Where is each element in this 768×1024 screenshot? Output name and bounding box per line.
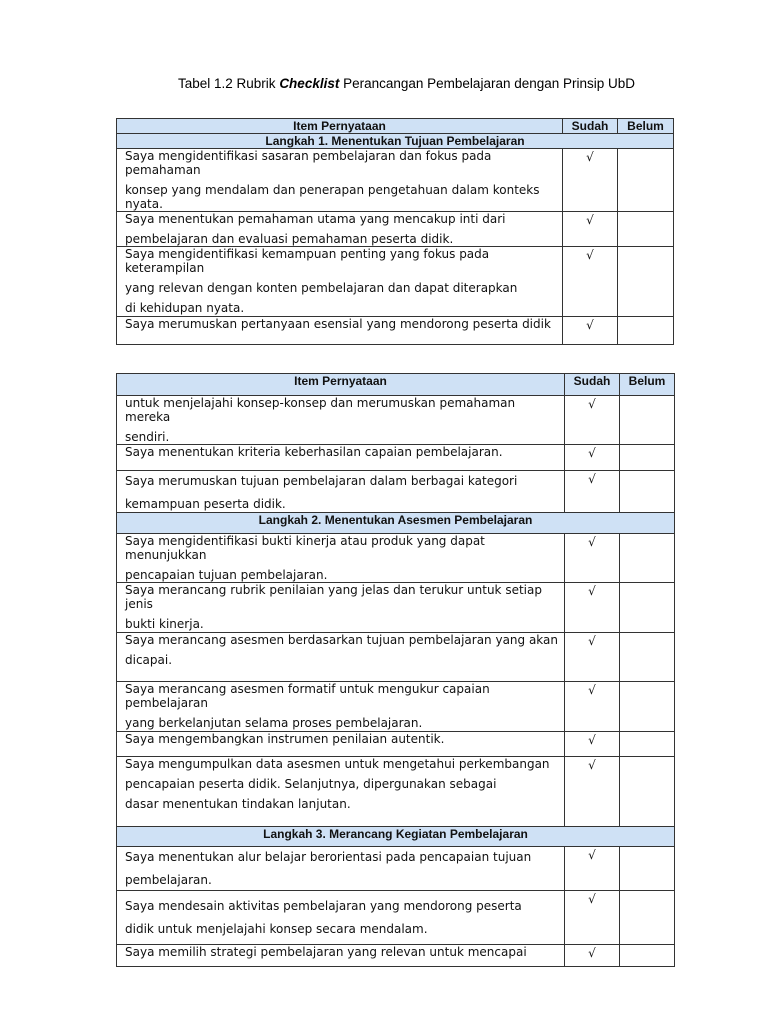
sudah-checkbox[interactable]: √ bbox=[565, 534, 620, 583]
statement-line: Saya mengidentifikasi kemampuan penting yang fokus pada keterampilan bbox=[125, 247, 490, 275]
statement-line: Saya merancang asesmen formatif untuk mengukur capaian pembelajaran bbox=[125, 682, 490, 710]
belum-checkbox[interactable] bbox=[618, 247, 674, 317]
statement-line: yang relevan dengan konten pembelajaran dan dapat diterapkan bbox=[125, 281, 518, 295]
belum-checkbox[interactable] bbox=[620, 471, 675, 513]
table-row bbox=[117, 471, 675, 513]
caption-prefix: Tabel 1.2 Rubrik bbox=[178, 76, 280, 91]
step-row bbox=[117, 134, 674, 149]
statement-line: kemampuan peserta didik. bbox=[125, 497, 286, 511]
step-1-title: Langkah 1. Menentukan Tujuan Pembelajaran bbox=[117, 134, 674, 149]
belum-checkbox[interactable] bbox=[620, 396, 675, 445]
statement-line: Saya mengidentifikasi sasaran pembelajaran dan fokus pada pemahaman bbox=[125, 149, 492, 177]
header-item: Item Pernyataan bbox=[117, 119, 563, 134]
statement-line: Saya mendesain aktivitas pembelajaran yang mendorong peserta bbox=[125, 899, 522, 913]
statement-line: Saya merancang asesmen berdasarkan tujuan pembelajaran yang akan bbox=[125, 633, 559, 647]
belum-checkbox[interactable] bbox=[620, 891, 675, 945]
sudah-checkbox[interactable]: √ bbox=[565, 732, 620, 757]
statement-line: Saya menentukan kriteria keberhasilan capaian pembelajaran. bbox=[125, 445, 503, 459]
belum-checkbox[interactable] bbox=[620, 633, 675, 682]
statement-line: di kehidupan nyata. bbox=[125, 301, 245, 315]
belum-checkbox[interactable] bbox=[620, 534, 675, 583]
table-row bbox=[117, 757, 675, 827]
sudah-checkbox[interactable]: √ bbox=[565, 891, 620, 945]
table-row bbox=[117, 445, 675, 471]
header-item: Item Pernyataan bbox=[117, 374, 565, 396]
table-row bbox=[117, 682, 675, 732]
header-belum: Belum bbox=[620, 374, 675, 396]
table-row bbox=[117, 732, 675, 757]
statement-line: dicapai. bbox=[125, 653, 173, 667]
sudah-checkbox[interactable]: √ bbox=[565, 682, 620, 732]
table-row bbox=[117, 583, 675, 633]
statement-cell bbox=[117, 945, 565, 967]
belum-checkbox[interactable] bbox=[620, 945, 675, 967]
statement-line: pembelajaran dan evaluasi pemahaman peserta didik. bbox=[125, 232, 454, 246]
statement-line: dasar menentukan tindakan lanjutan. bbox=[125, 797, 351, 811]
step-2-title: Langkah 2. Menentukan Asesmen Pembelajaran bbox=[117, 513, 675, 534]
statement-line: Saya merancang rubrik penilaian yang jelas dan terukur untuk setiap jenis bbox=[125, 583, 542, 611]
sudah-checkbox[interactable]: √ bbox=[565, 633, 620, 682]
table-row bbox=[117, 317, 674, 345]
table-header-row bbox=[117, 119, 674, 134]
belum-checkbox[interactable] bbox=[620, 847, 675, 891]
sudah-checkbox[interactable]: √ bbox=[565, 396, 620, 445]
rubric-table-1 bbox=[116, 118, 674, 345]
statement-line: Saya mengumpulkan data asesmen untuk mengetahui perkembangan bbox=[125, 757, 550, 771]
statement-cell bbox=[117, 471, 565, 513]
statement-cell bbox=[117, 247, 563, 317]
belum-checkbox[interactable] bbox=[618, 212, 674, 247]
statement-cell bbox=[117, 396, 565, 445]
table-row bbox=[117, 212, 674, 247]
table-row bbox=[117, 534, 675, 583]
belum-checkbox[interactable] bbox=[618, 149, 674, 212]
statement-cell bbox=[117, 149, 563, 212]
statement-line: yang berkelanjutan selama proses pembelajaran. bbox=[125, 716, 423, 730]
statement-line: bukti kinerja. bbox=[125, 617, 204, 631]
statement-line: Saya merumuskan tujuan pembelajaran dalam berbagai kategori bbox=[125, 474, 518, 488]
statement-line: Saya merumuskan pertanyaan esensial yang mendorong peserta didik bbox=[125, 317, 551, 331]
statement-cell bbox=[117, 847, 565, 891]
statement-line: untuk menjelajahi konsep-konsep dan merumuskan pemahaman mereka bbox=[125, 396, 516, 424]
statement-cell bbox=[117, 633, 565, 682]
belum-checkbox[interactable] bbox=[620, 732, 675, 757]
statement-line: konsep yang mendalam dan penerapan pengetahuan dalam konteks nyata. bbox=[125, 183, 540, 211]
statement-line: Saya mengembangkan instrumen penilaian autentik. bbox=[125, 732, 445, 746]
sudah-checkbox[interactable]: √ bbox=[565, 945, 620, 967]
sudah-checkbox[interactable]: √ bbox=[565, 847, 620, 891]
table-header-row bbox=[117, 374, 675, 396]
sudah-checkbox[interactable]: √ bbox=[563, 212, 618, 247]
sudah-checkbox[interactable]: √ bbox=[563, 317, 618, 345]
statement-line: Saya menentukan pemahaman utama yang mencakup inti dari bbox=[125, 212, 506, 226]
table-row bbox=[117, 396, 675, 445]
step-3-title: Langkah 3. Merancang Kegiatan Pembelajaran bbox=[117, 827, 675, 847]
sudah-checkbox[interactable]: √ bbox=[565, 757, 620, 827]
statement-cell bbox=[117, 317, 563, 345]
statement-cell bbox=[117, 212, 563, 247]
statement-line: didik untuk menjelajahi konsep secara mendalam. bbox=[125, 922, 428, 936]
table-row bbox=[117, 945, 675, 967]
statement-line: pencapaian tujuan pembelajaran. bbox=[125, 568, 328, 582]
caption-suffix: Perancangan Pembelajaran dengan Prinsip UbD bbox=[339, 76, 636, 91]
statement-line: sendiri. bbox=[125, 430, 170, 444]
belum-checkbox[interactable] bbox=[620, 682, 675, 732]
sudah-checkbox[interactable]: √ bbox=[565, 471, 620, 513]
sudah-checkbox[interactable]: √ bbox=[565, 445, 620, 471]
header-sudah: Sudah bbox=[563, 119, 618, 134]
statement-line: Saya memilih strategi pembelajaran yang relevan untuk mencapai bbox=[125, 945, 527, 959]
statement-line: Saya menentukan alur belajar berorientasi pada pencapaian tujuan bbox=[125, 850, 532, 864]
belum-checkbox[interactable] bbox=[620, 445, 675, 471]
table-row bbox=[117, 149, 674, 212]
statement-line: pencapaian peserta didik. Selanjutnya, dipergunakan sebagai bbox=[125, 777, 497, 791]
statement-cell bbox=[117, 891, 565, 945]
step-row bbox=[117, 827, 675, 847]
sudah-checkbox[interactable]: √ bbox=[563, 149, 618, 212]
table-row bbox=[117, 847, 675, 891]
header-belum: Belum bbox=[618, 119, 674, 134]
statement-line: pembelajaran. bbox=[125, 873, 212, 887]
rubric-table-2 bbox=[116, 373, 675, 967]
belum-checkbox[interactable] bbox=[620, 757, 675, 827]
step-row bbox=[117, 513, 675, 534]
belum-checkbox[interactable] bbox=[618, 317, 674, 345]
statement-line: Saya mengidentifikasi bukti kinerja atau produk yang dapat menunjukkan bbox=[125, 534, 485, 562]
table-row bbox=[117, 633, 675, 682]
table-caption bbox=[178, 76, 698, 91]
statement-cell bbox=[117, 757, 565, 827]
table-row bbox=[117, 891, 675, 945]
statement-cell bbox=[117, 732, 565, 757]
caption-italic: Checklist bbox=[279, 76, 340, 91]
statement-cell bbox=[117, 583, 565, 633]
statement-cell bbox=[117, 682, 565, 732]
sudah-checkbox[interactable]: √ bbox=[563, 247, 618, 317]
table-row bbox=[117, 247, 674, 317]
statement-cell bbox=[117, 534, 565, 583]
statement-cell bbox=[117, 445, 565, 471]
belum-checkbox[interactable] bbox=[620, 583, 675, 633]
sudah-checkbox[interactable]: √ bbox=[565, 583, 620, 633]
header-sudah: Sudah bbox=[565, 374, 620, 396]
